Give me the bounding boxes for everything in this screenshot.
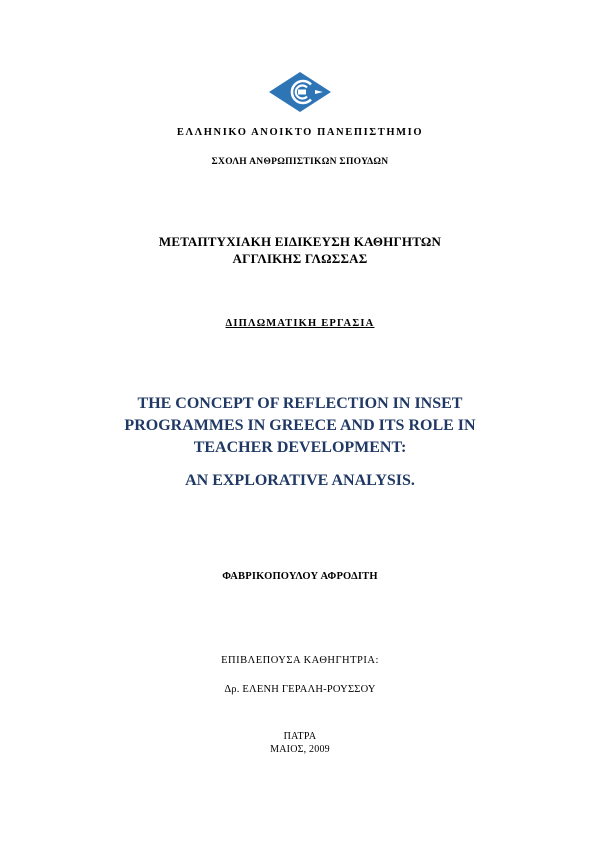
supervisor-label: ΕΠΙΒΛΕΠΟΥΣΑ ΚΑΘΗΓΗΤΡΙΑ:	[221, 655, 379, 666]
date: ΜΑΙΟΣ, 2009	[270, 744, 330, 755]
author-name: ΦΑΒΡΙΚΟΠΟΥΛΟΥ ΑΦΡΟΔΙΤΗ	[222, 571, 378, 582]
programme-line-1: ΜΕΤΑΠΤΥΧΙΑΚΗ ΕΙΔΙΚΕΥΣΗ ΚΑΘΗΓΗΤΩΝ	[158, 234, 442, 249]
thesis-title-line-2: PROGRAMMES IN GREECE AND ITS ROLE IN	[124, 417, 476, 434]
programme-line-2: ΑΓΓΛΙΚΗΣ ΓΛΩΣΣΑΣ	[232, 251, 368, 266]
school-name: ΣΧΟΛΗ ΑΝΘΡΩΠΙΣΤΙΚΩΝ ΣΠΟΥΔΩΝ	[211, 157, 389, 167]
university-name: ΕΛΛΗΝΙΚΟ ΑΝΟΙΚΤΟ ΠΑΝΕΠΙΣΤΗΜΙΟ	[176, 127, 424, 138]
thesis-title-line-1: THE CONCEPT OF REFLECTION IN INSET	[137, 395, 463, 412]
thesis-title-line-4: AN EXPLORATIVE ANALYSIS.	[185, 472, 415, 489]
thesis-title-line-3: TEACHER DEVELOPMENT:	[193, 439, 407, 456]
thesis-label: ΔΙΠΛΩΜΑΤΙΚΗ ΕΡΓΑΣΙΑ	[225, 318, 375, 329]
city: ΠΑΤΡΑ	[283, 731, 317, 742]
university-logo-icon	[269, 72, 331, 112]
supervisor-name: Δρ. ΕΛΕΝΗ ΓΕΡΑΛΗ-ΡΟΥΣΣΟΥ	[224, 684, 376, 695]
